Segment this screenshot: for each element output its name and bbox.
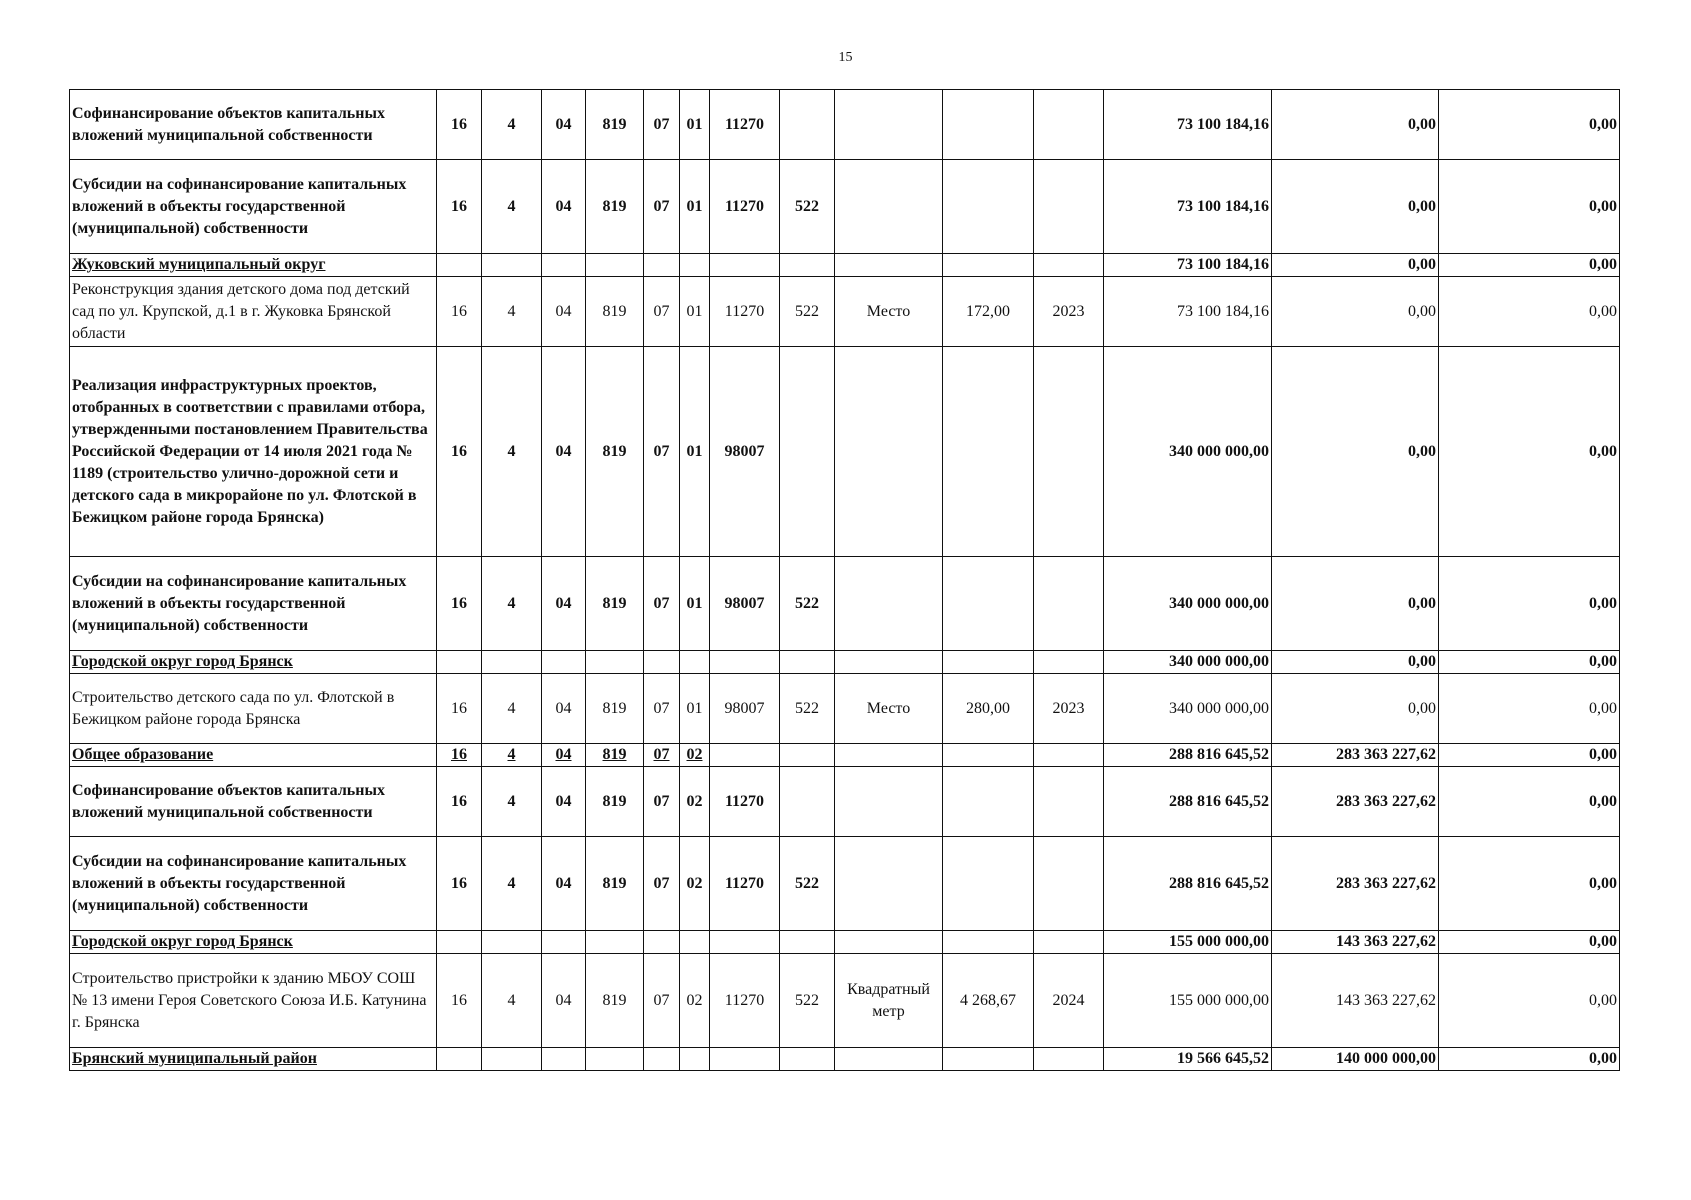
code-7: 11270 [710, 837, 780, 931]
code-4: 819 [586, 674, 644, 744]
code-1 [437, 651, 482, 674]
amount-1: 340 000 000,00 [1104, 557, 1272, 651]
capacity-cell [943, 347, 1034, 557]
amount-1: 340 000 000,00 [1104, 347, 1272, 557]
code-7 [710, 254, 780, 277]
table-row [70, 277, 1620, 347]
code-4 [586, 254, 644, 277]
code-6: 02 [680, 837, 710, 931]
table-row [70, 674, 1620, 744]
amount-2: 0,00 [1272, 90, 1439, 160]
row-name: Городской округ город Брянск [70, 651, 437, 674]
table-row [70, 1048, 1620, 1071]
code-2: 4 [482, 90, 542, 160]
code-2 [482, 1048, 542, 1071]
amount-2: 0,00 [1272, 347, 1439, 557]
code-4: 819 [586, 160, 644, 254]
code-2: 4 [482, 160, 542, 254]
code-6: 01 [680, 90, 710, 160]
amount-2: 0,00 [1272, 651, 1439, 674]
capacity-cell [943, 160, 1034, 254]
capacity-cell [943, 651, 1034, 674]
code-8: 522 [780, 160, 835, 254]
table-row [70, 931, 1620, 954]
code-1 [437, 931, 482, 954]
amount-2: 0,00 [1272, 674, 1439, 744]
amount-2: 0,00 [1272, 557, 1439, 651]
capacity-cell [943, 557, 1034, 651]
table-row [70, 347, 1620, 557]
amount-3: 0,00 [1439, 954, 1620, 1048]
code-2: 4 [482, 674, 542, 744]
row-name: Софинансирование объектов капитальных вложений муниципальной собственности [70, 90, 437, 160]
code-4 [586, 931, 644, 954]
code-6: 02 [680, 954, 710, 1048]
budget-table [69, 89, 1620, 1071]
unit-cell [835, 160, 943, 254]
code-7: 11270 [710, 954, 780, 1048]
code-8 [780, 254, 835, 277]
budget-table-body [70, 90, 1620, 1071]
code-2: 4 [482, 557, 542, 651]
code-8 [780, 767, 835, 837]
code-6: 02 [680, 744, 710, 767]
capacity-cell [943, 744, 1034, 767]
code-6 [680, 931, 710, 954]
unit-cell [835, 90, 943, 160]
amount-2: 283 363 227,62 [1272, 744, 1439, 767]
code-4 [586, 651, 644, 674]
unit-cell [835, 744, 943, 767]
amount-3: 0,00 [1439, 277, 1620, 347]
code-3: 04 [542, 674, 586, 744]
code-1: 16 [437, 90, 482, 160]
code-1: 16 [437, 954, 482, 1048]
code-8: 522 [780, 837, 835, 931]
unit-cell [835, 931, 943, 954]
code-1: 16 [437, 277, 482, 347]
code-3: 04 [542, 90, 586, 160]
code-3: 04 [542, 837, 586, 931]
capacity-cell [943, 1048, 1034, 1071]
year-cell [1034, 931, 1104, 954]
row-name: Жуковский муниципальный округ [70, 254, 437, 277]
code-5: 07 [644, 674, 680, 744]
amount-2: 0,00 [1272, 254, 1439, 277]
code-3: 04 [542, 954, 586, 1048]
code-8 [780, 931, 835, 954]
code-3 [542, 931, 586, 954]
code-6 [680, 651, 710, 674]
code-5: 07 [644, 160, 680, 254]
code-3: 04 [542, 277, 586, 347]
amount-3: 0,00 [1439, 254, 1620, 277]
code-8: 522 [780, 674, 835, 744]
unit-cell [835, 837, 943, 931]
capacity-cell [943, 931, 1034, 954]
row-name: Общее образование [70, 744, 437, 767]
year-cell [1034, 90, 1104, 160]
amount-2: 283 363 227,62 [1272, 767, 1439, 837]
year-cell [1034, 767, 1104, 837]
amount-3: 0,00 [1439, 1048, 1620, 1071]
code-6 [680, 1048, 710, 1071]
code-3: 04 [542, 557, 586, 651]
code-8 [780, 1048, 835, 1071]
code-7 [710, 651, 780, 674]
amount-1: 288 816 645,52 [1104, 767, 1272, 837]
unit-cell [835, 1048, 943, 1071]
code-2: 4 [482, 954, 542, 1048]
capacity-cell [943, 837, 1034, 931]
code-6: 01 [680, 277, 710, 347]
code-7 [710, 931, 780, 954]
amount-1: 155 000 000,00 [1104, 954, 1272, 1048]
amount-2: 283 363 227,62 [1272, 837, 1439, 931]
code-7: 11270 [710, 90, 780, 160]
row-name: Брянский муниципальный район [70, 1048, 437, 1071]
amount-2: 140 000 000,00 [1272, 1048, 1439, 1071]
year-cell [1034, 557, 1104, 651]
code-2: 4 [482, 347, 542, 557]
code-1: 16 [437, 347, 482, 557]
code-4 [586, 1048, 644, 1071]
code-2 [482, 254, 542, 277]
code-5 [644, 931, 680, 954]
page-number: 15 [838, 50, 853, 65]
amount-1: 73 100 184,16 [1104, 277, 1272, 347]
row-name: Строительство детского сада по ул. Флотской в Бежицком районе города Брянска [70, 674, 437, 744]
amount-3: 0,00 [1439, 674, 1620, 744]
unit-cell [835, 651, 943, 674]
amount-1: 288 816 645,52 [1104, 837, 1272, 931]
code-8 [780, 744, 835, 767]
row-name: Субсидии на софинансирование капитальных вложений в объекты государственной (муниципальной) собственности [70, 837, 437, 931]
row-name: Реконструкция здания детского дома под детский сад по ул. Крупской, д.1 в г. Жуковка Брянской области [70, 277, 437, 347]
row-name: Софинансирование объектов капитальных вложений муниципальной собственности [70, 767, 437, 837]
amount-1: 155 000 000,00 [1104, 931, 1272, 954]
capacity-cell [943, 254, 1034, 277]
table-row [70, 160, 1620, 254]
code-2: 4 [482, 767, 542, 837]
unit-cell: Место [835, 674, 943, 744]
amount-3: 0,00 [1439, 931, 1620, 954]
year-cell [1034, 160, 1104, 254]
table-row [70, 651, 1620, 674]
capacity-cell: 280,00 [943, 674, 1034, 744]
code-2: 4 [482, 744, 542, 767]
code-7: 98007 [710, 347, 780, 557]
code-4: 819 [586, 347, 644, 557]
capacity-cell [943, 767, 1034, 837]
amount-3: 0,00 [1439, 347, 1620, 557]
code-7: 98007 [710, 674, 780, 744]
code-3 [542, 1048, 586, 1071]
capacity-cell: 4 268,67 [943, 954, 1034, 1048]
amount-3: 0,00 [1439, 90, 1620, 160]
code-6 [680, 254, 710, 277]
amount-1: 73 100 184,16 [1104, 254, 1272, 277]
code-8 [780, 651, 835, 674]
code-7 [710, 1048, 780, 1071]
amount-3: 0,00 [1439, 744, 1620, 767]
row-name: Строительство пристройки к зданию МБОУ СОШ № 13 имени Героя Советского Союза И.Б. Катунина г. Брянска [70, 954, 437, 1048]
capacity-cell: 172,00 [943, 277, 1034, 347]
table-row [70, 744, 1620, 767]
code-5: 07 [644, 837, 680, 931]
table-row [70, 837, 1620, 931]
year-cell [1034, 347, 1104, 557]
year-cell [1034, 651, 1104, 674]
year-cell [1034, 254, 1104, 277]
code-5: 07 [644, 557, 680, 651]
code-8: 522 [780, 277, 835, 347]
amount-1: 19 566 645,52 [1104, 1048, 1272, 1071]
table-row [70, 954, 1620, 1048]
amount-2: 143 363 227,62 [1272, 954, 1439, 1048]
amount-2: 143 363 227,62 [1272, 931, 1439, 954]
code-5: 07 [644, 277, 680, 347]
amount-3: 0,00 [1439, 651, 1620, 674]
code-2: 4 [482, 837, 542, 931]
code-2 [482, 931, 542, 954]
table-row [70, 90, 1620, 160]
code-6: 01 [680, 160, 710, 254]
code-1: 16 [437, 160, 482, 254]
code-7: 11270 [710, 277, 780, 347]
code-1: 16 [437, 744, 482, 767]
code-8 [780, 90, 835, 160]
row-name: Субсидии на софинансирование капитальных вложений в объекты государственной (муниципальной) собственности [70, 557, 437, 651]
row-name: Городской округ город Брянск [70, 931, 437, 954]
code-3: 04 [542, 744, 586, 767]
table-row [70, 767, 1620, 837]
code-3: 04 [542, 347, 586, 557]
amount-1: 73 100 184,16 [1104, 90, 1272, 160]
year-cell: 2023 [1034, 277, 1104, 347]
amount-2: 0,00 [1272, 160, 1439, 254]
code-3 [542, 651, 586, 674]
code-7: 98007 [710, 557, 780, 651]
code-5: 07 [644, 90, 680, 160]
year-cell: 2023 [1034, 674, 1104, 744]
amount-1: 340 000 000,00 [1104, 651, 1272, 674]
amount-3: 0,00 [1439, 557, 1620, 651]
amount-3: 0,00 [1439, 837, 1620, 931]
code-6: 02 [680, 767, 710, 837]
code-4: 819 [586, 277, 644, 347]
year-cell [1034, 744, 1104, 767]
row-name: Реализация инфраструктурных проектов, отобранных в соответствии с правилами отбора, утвержденными постановлением Правительства Российской Федерации от 14 июля 2021 года № 1189 (строительство улично-дорожной сети и детского сада в микрорайоне по ул. Флотской в Бежицком районе города Брянска) [70, 347, 437, 557]
code-7 [710, 744, 780, 767]
code-1: 16 [437, 674, 482, 744]
code-6: 01 [680, 557, 710, 651]
table-row [70, 557, 1620, 651]
code-5 [644, 254, 680, 277]
amount-2: 0,00 [1272, 277, 1439, 347]
code-6: 01 [680, 674, 710, 744]
code-4: 819 [586, 837, 644, 931]
code-3: 04 [542, 767, 586, 837]
year-cell [1034, 1048, 1104, 1071]
unit-cell [835, 347, 943, 557]
row-name: Субсидии на софинансирование капитальных вложений в объекты государственной (муниципальной) собственности [70, 160, 437, 254]
amount-1: 288 816 645,52 [1104, 744, 1272, 767]
code-8 [780, 347, 835, 557]
amount-1: 73 100 184,16 [1104, 160, 1272, 254]
code-1: 16 [437, 837, 482, 931]
code-1: 16 [437, 557, 482, 651]
code-4: 819 [586, 744, 644, 767]
code-7: 11270 [710, 767, 780, 837]
amount-3: 0,00 [1439, 767, 1620, 837]
code-1: 16 [437, 767, 482, 837]
code-3: 04 [542, 160, 586, 254]
code-5: 07 [644, 347, 680, 557]
unit-cell [835, 767, 943, 837]
code-7: 11270 [710, 160, 780, 254]
code-4: 819 [586, 767, 644, 837]
code-2: 4 [482, 277, 542, 347]
code-5: 07 [644, 954, 680, 1048]
amount-1: 340 000 000,00 [1104, 674, 1272, 744]
code-5 [644, 651, 680, 674]
code-8: 522 [780, 954, 835, 1048]
table-row [70, 254, 1620, 277]
code-1 [437, 254, 482, 277]
code-4: 819 [586, 557, 644, 651]
code-3 [542, 254, 586, 277]
unit-cell [835, 254, 943, 277]
code-5: 07 [644, 767, 680, 837]
unit-cell: Место [835, 277, 943, 347]
year-cell: 2024 [1034, 954, 1104, 1048]
amount-3: 0,00 [1439, 160, 1620, 254]
code-1 [437, 1048, 482, 1071]
code-8: 522 [780, 557, 835, 651]
year-cell [1034, 837, 1104, 931]
unit-cell [835, 557, 943, 651]
code-2 [482, 651, 542, 674]
code-5: 07 [644, 744, 680, 767]
code-4: 819 [586, 954, 644, 1048]
code-5 [644, 1048, 680, 1071]
unit-cell: Квадратный метр [835, 954, 943, 1048]
code-6: 01 [680, 347, 710, 557]
capacity-cell [943, 90, 1034, 160]
code-4: 819 [586, 90, 644, 160]
